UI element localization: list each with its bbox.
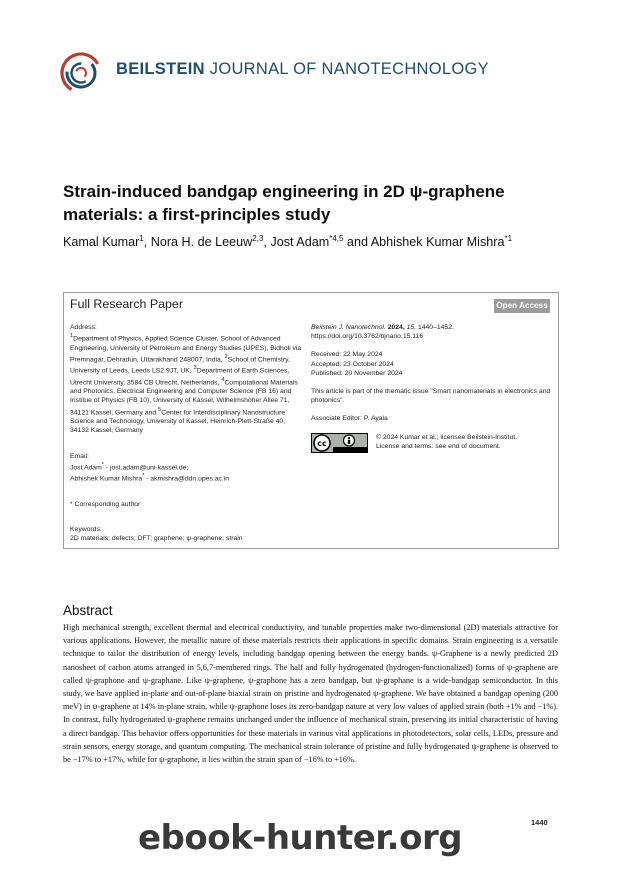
abstract-text: High mechanical strength, excellent thermal and electrical conductivity, and tunable properties make two-dimensional (2D) materials attractive for various applications. However, the metallic nature of these materials restricts their applications in specific domains. Strain engineering is a versatile technique to tailor the distribution of energy levels, including bandgap opening between the energy bands. ψ-Graphene is a newly predicted 2D nanosheet of carbon atoms arranged in 5,6,7-membered rings. The half and fully hydrogenated (hydrogen-functionalized) forms of ψ-graphene are called ψ-graphone and ψ-graphane. Like ψ-graphene, ψ-graphone has a zero bandgap, but ψ-graphane is a wide-bandgap semiconductor. In this study, we have applied in-plane and out-of-plane biaxial strain on pristine and hydrogenated ψ-graphene. We have obtained a bandgap opening (200 meV) in ψ-graphene at 14% in-plane strain, while ψ-graphone loses its zero-bandgap nature at very low values of applied strain (both +1% and −1%). In contrast, fully hydrogenated ψ-graphene remains unchanged under the influence of mechanical strain, preserving its initial characteristic of having a direct bandgap. This behavior offers opportunities for these materials in various vital applications in photodetectors, solar cells, LEDs, pressure and strain sensors, energy storage, and quantum computing. The mechanical strain tolerance of pristine and fully hydrogenated ψ-graphene is observed to be −17% to +17%, while for ψ-graphone, it lies within the strain span of −16% to +16%. xyxy=(63,623,558,765)
email-author-name: Jost Adam xyxy=(70,464,102,472)
author-affiliation: 1 xyxy=(139,234,144,243)
author-list xyxy=(63,234,583,249)
affiliation-number: 5 xyxy=(158,406,162,413)
author-affiliation: *4,5 xyxy=(329,234,344,243)
accepted-date: Accepted: 23 October 2024 xyxy=(311,360,394,368)
author-name[interactable]: Nora H. de Leeuw xyxy=(150,235,253,250)
author-name[interactable]: Jost Adam xyxy=(270,235,330,250)
author-separator: , xyxy=(143,235,151,250)
license-row xyxy=(311,433,551,453)
cc-by-license-icon[interactable] xyxy=(311,433,368,453)
author-separator: , xyxy=(263,235,271,250)
journal-name-bold: BEILSTEIN xyxy=(116,60,205,78)
address-list xyxy=(70,332,302,435)
affiliation-text: Department of Earth Sciences, Utrecht University, 3584 CB Utrecht, Netherlands, xyxy=(70,367,290,387)
author-separator: and xyxy=(343,235,371,250)
associate-editor: Associate Editor: P. Ayala xyxy=(311,415,388,423)
license-terms-line[interactable]: License and terms: see end of document. xyxy=(376,442,501,450)
abstract-heading: Abstract xyxy=(63,603,113,618)
citation-journal: Beilstein J. Nanotechnol. xyxy=(311,324,386,331)
affiliation-text: Center for Interdisciplinary Nanostructure Science and Technology, University of Kassel, Heinrich-Plett-Straße 40, 34132 Kassel, Germany xyxy=(70,408,286,435)
affiliation-number: 4 xyxy=(221,376,225,383)
copyright-line: © 2024 Kumar et al.; licensee Beilstein-Institut. xyxy=(376,433,518,441)
affiliation-number: 1 xyxy=(70,333,74,340)
citation-volume: 15, xyxy=(406,324,417,331)
affiliation-text: Department of Physics, Applied Science Cluster, School of Advanced Engineering, University of Petroleum and Energy Studies (UPES), Bidholi via Premnagar, Dehradun, Uttarakhand 248007, India, xyxy=(70,335,302,364)
thematic-issue-note[interactable]: This article is part of the thematic issue "Smart nanomaterials in electronics and photonics". xyxy=(311,388,551,405)
corresponding-mark: * xyxy=(142,473,145,480)
author-name[interactable]: Abhishek Kumar Mishra xyxy=(370,235,505,250)
page-number: 1440 xyxy=(531,818,548,827)
corresponding-mark: * xyxy=(101,461,104,468)
article-type-heading: Full Research Paper xyxy=(70,297,183,311)
keywords-list: 2D materials; defects; DFT; graphene; ψ-graphene; strain xyxy=(70,535,243,543)
email-label: Email: xyxy=(70,452,89,460)
author-name[interactable]: Kamal Kumar xyxy=(63,235,140,250)
beilstein-logo-icon xyxy=(60,52,102,94)
email-address[interactable]: - jost.adam@uni-kassel.de; xyxy=(103,464,189,472)
affiliation-column xyxy=(70,323,302,543)
author-affiliation: 2,3 xyxy=(252,234,264,243)
published-date: Published: 20 November 2024 xyxy=(311,369,403,377)
corresponding-author-note: * Corresponding author xyxy=(70,500,141,508)
open-access-badge[interactable]: Open Access xyxy=(494,299,550,313)
svg-text:cc: cc xyxy=(317,438,327,448)
watermark-text: ebook-hunter.org xyxy=(138,818,463,858)
citation-year: 2024, xyxy=(387,324,405,331)
received-date: Received: 22 May 2024 xyxy=(311,351,383,359)
citation-line xyxy=(311,323,551,332)
doi-link[interactable]: https://doi.org/10.3762/bjnano.15.116 xyxy=(311,333,424,341)
email-address[interactable]: - akmishra@ddn.upes.ac.in xyxy=(144,475,230,483)
journal-name-rest: JOURNAL OF NANOTECHNOLOGY xyxy=(209,60,489,78)
license-text xyxy=(376,433,517,451)
affiliation-number: 3 xyxy=(193,365,197,372)
affiliation-number: 2 xyxy=(224,353,228,360)
article-title: Strain-induced bandgap engineering in 2D ψ-graphene materials: a first-principles study xyxy=(63,182,505,224)
citation-pages: 1440–1452. xyxy=(417,324,454,331)
email-entry xyxy=(70,461,302,472)
keywords-label: Keywords: xyxy=(70,525,102,533)
email-author-name: Abhishek Kumar Mishra xyxy=(70,475,143,483)
affiliation-text: School of Chemistry, University of Leeds, Leeds LS2 9JT, UK, xyxy=(70,356,290,375)
affiliation-text: Computational Materials and Photonics, Electrical Engineering and Computer Science (FB 16) and Institue of Physics (FB 10), University of Kassel, Wilhelmshöher Allee 71, 34121 Kassel, Germany and xyxy=(70,379,298,416)
publication-info-column xyxy=(311,323,551,453)
author-affiliation: *1 xyxy=(504,234,513,243)
address-label: Address: xyxy=(70,324,97,331)
journal-name[interactable] xyxy=(116,60,489,79)
email-entry xyxy=(70,472,302,483)
